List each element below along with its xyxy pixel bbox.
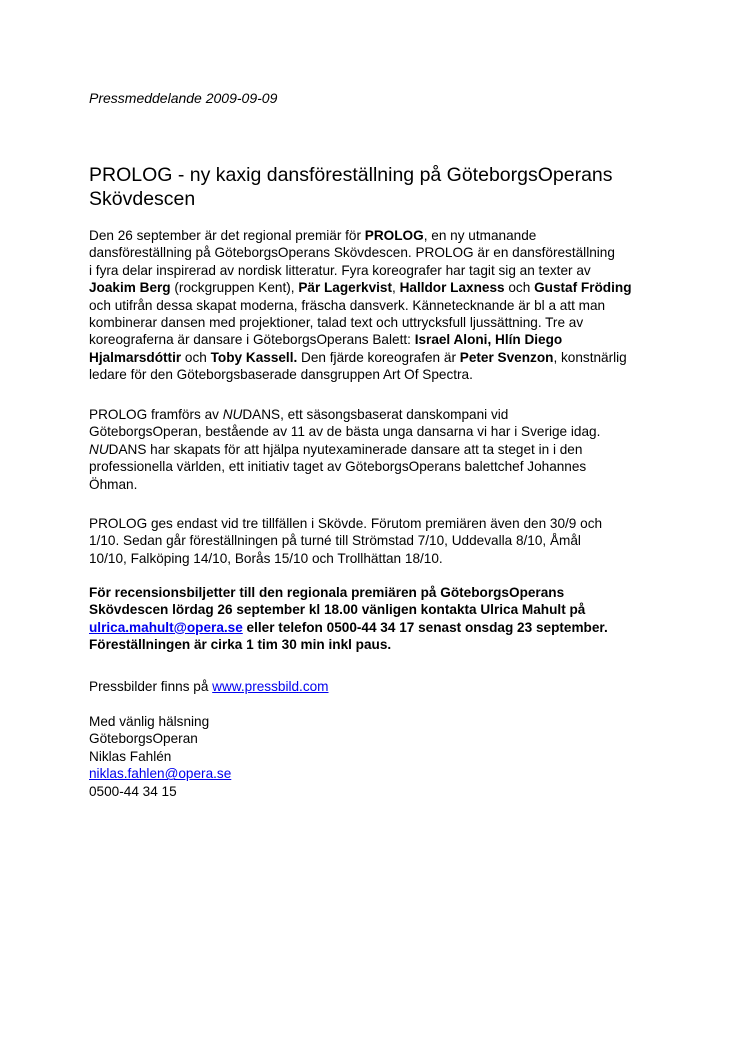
paragraph-press-images: Pressbilder finns på www.pressbild.com — [89, 679, 329, 694]
italic-nu: NU — [89, 441, 109, 457]
bold-gustaf-froding: Gustaf Fröding — [534, 280, 632, 296]
bold-halldor-laxness: Halldor Laxness — [399, 280, 505, 296]
signoff-org: GöteborgsOperan — [89, 731, 198, 747]
ulrica-email-link[interactable]: ulrica.mahult@opera.se — [89, 619, 243, 635]
page-title — [89, 163, 613, 211]
paragraph-intro: Den 26 september är det regional premiär för PROLOG, en ny utmanande dansföreställning på GöteborgsOperans Skövdescen. PROLOG är en dansföreställning i fyra delar inspirerad av nordisk litteratur. Fyra koreografer har tagit sig an texter av Joakim Berg (rockgruppen Kent), Pär Lagerkvist, Halldor Laxness och Gustaf Fröding och utifrån dessa skapat moderna, fräscha dansverk. Kännetecknande är bl a att man kombinerar dansen med projektioner, talad text och uttrycksfull ljussättning. Tre av koreograferna är dansare i GöteborgsOperans Balett: Israel Aloni, Hlín Diego Hjalmarsdóttir och Toby Kassell. Den fjärde koreografen är Peter Svenzon, konstnärlig ledare för den Göteborgsbaserade dansgruppen Art Of Spectra. — [89, 228, 632, 383]
signoff-phone: 0500-44 34 15 — [89, 783, 177, 799]
paragraph-nudans: PROLOG framförs av NUDANS, ett säsongsbaserat danskompani vid GöteborgsOperan, bestående av 11 av de bästa unga dansarna vi har i Sverige idag. NUDANS har skapats för att hjälpa nyutexaminerade dansare att ta steget in i den professionella världen, ett initiativ taget av GöteborgsOperans balettchef Johannes Öhman. — [89, 407, 601, 492]
bold-peter-svenzon: Peter Svenzon — [459, 349, 554, 365]
bold-joakim-berg: Joakim Berg — [89, 280, 171, 296]
title-line-1: PROLOG - ny kaxig dansföreställning på GöteborgsOperans — [89, 164, 613, 186]
paragraph-tour: PROLOG ges endast vid tre tillfällen i Skövde. Förutom premiären även den 30/9 och 1/10. Sedan går föreställningen på turné till Strömstad 7/10, Uddevalla 8/10, Åmål 10/10, Falköping 14/10, Borås 15/10 och Trollhättan 18/10. — [89, 516, 603, 566]
dateline: Pressmeddelande 2009-09-09 — [89, 90, 278, 106]
paragraph-press-tickets: För recensionsbiljetter till den regionala premiären på GöteborgsOperans Skövdescen lördag 26 september kl 18.00 vänligen kontakta Ulrica Mahult på ulrica.mahult@opera.se eller telefon 0500-44 34 17 senast onsdag 23 september. Föreställningen är cirka 1 tim 30 min inkl paus. — [89, 585, 608, 653]
bold-choreographers: Israel Aloni, Hlín Diego — [414, 332, 563, 348]
bold-toby-kassell: Toby Kassell. — [210, 349, 298, 365]
bold-hjalmarsdottir: Hjalmarsdóttir — [89, 349, 182, 365]
italic-nu: NU — [222, 407, 243, 422]
signoff-name: Niklas Fahlén — [89, 748, 172, 764]
niklas-email-link[interactable]: niklas.fahlen@opera.se — [89, 766, 232, 782]
title-line-2: Skövdescen — [89, 188, 196, 210]
signoff — [89, 713, 231, 800]
bold-prolog: PROLOG — [364, 228, 424, 243]
pressbild-link[interactable]: www.pressbild.com — [212, 679, 329, 694]
bold-par-lagerkvist: Pär Lagerkvist — [298, 280, 393, 296]
signoff-greeting: Med vänlig hälsning — [89, 714, 210, 729]
